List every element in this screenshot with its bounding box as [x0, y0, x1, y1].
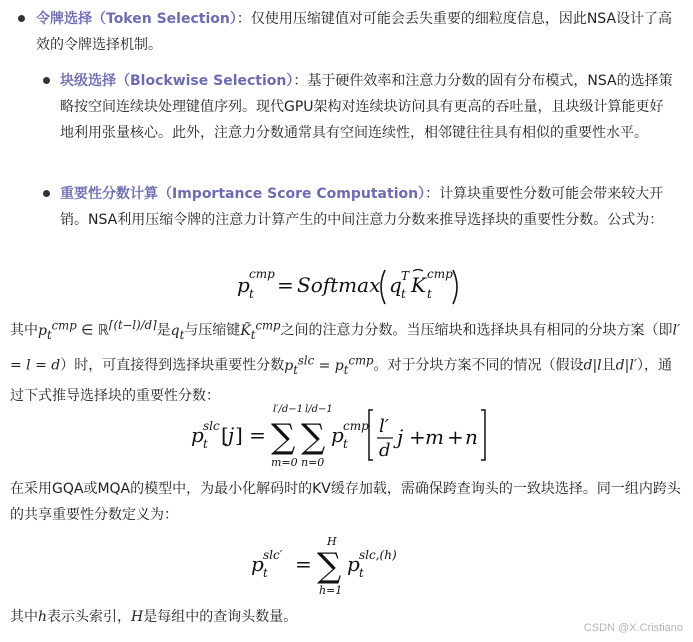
svg-text:j: j: [227, 423, 234, 447]
text-fragment: 其中: [10, 322, 38, 339]
token-selection-item: [36, 6, 676, 58]
svg-text:t: t: [248, 287, 254, 301]
svg-text:t: t: [342, 437, 348, 451]
math-p-cmp: $p_t^{cmp}$: [38, 318, 77, 342]
svg-text:slc: slc: [202, 419, 220, 433]
svg-text:=: =: [294, 552, 312, 576]
svg-text:∑: ∑: [316, 546, 341, 586]
svg-text:slc′: slc′: [262, 548, 282, 562]
importance-score-heading: 重要性分数计算（Importance Score Computation）: [60, 186, 426, 202]
svg-text:n: n: [464, 425, 478, 449]
math-H: H: [131, 609, 144, 625]
equation-cmp-score: [0, 262, 693, 306]
math-h: h: [38, 609, 48, 625]
svg-text:+: +: [446, 425, 464, 449]
math-d-div-lp: d|l′: [615, 358, 637, 375]
bullet-dot: [18, 15, 25, 22]
svg-text:d: d: [378, 440, 391, 461]
svg-text:Softmax: Softmax: [296, 273, 380, 297]
importance-score-item: [60, 181, 675, 233]
bullet-dot: [43, 77, 50, 84]
svg-text:m=0: m=0: [270, 456, 298, 469]
text-fragment: ）时，可直接得到选择块重要性分数: [60, 358, 285, 375]
svg-text:l′/d−1: l′/d−1: [272, 404, 303, 415]
svg-text:t: t: [262, 566, 268, 580]
blockwise-selection-heading: 块级选择（Blockwise Selection）: [60, 73, 294, 89]
gqa-text: 在采用GQA或MQA的模型中，为最小化解码时的KV缓存加载，需确保跨查询头的一致块选择。同一组内跨头的共享重要性分数定义为：: [10, 481, 681, 523]
svg-text:q: q: [388, 273, 402, 297]
svg-text:[: [: [220, 423, 229, 447]
svg-text:m: m: [424, 425, 444, 449]
svg-text:h=1: h=1: [318, 584, 342, 597]
svg-text:l/d−1: l/d−1: [304, 404, 333, 415]
svg-text:p: p: [346, 552, 360, 576]
svg-text:t: t: [358, 566, 364, 580]
svg-text:t: t: [202, 437, 208, 451]
svg-text:p: p: [190, 423, 204, 447]
text-fragment: 且: [601, 358, 616, 375]
svg-text:j: j: [396, 425, 403, 449]
token-selection-text: ：仅使用压缩键值对可能会丢失重要的细粒度信息，因此NSA设计了高效的令牌选择机制。: [36, 11, 673, 53]
importance-score-text: ：计算块重要性分数可能会带来较大开销。NSA利用压缩令牌的注意力计算产生的中间注意力分数来推导选择块的重要性分数。公式为：: [60, 186, 664, 228]
svg-text:p: p: [330, 423, 344, 447]
head-index-paragraph: [10, 604, 682, 630]
text-fragment: 。对于分块方案不同的情况（假设: [373, 358, 584, 375]
blockwise-selection-item: [60, 68, 675, 146]
bullet-dot: [43, 190, 50, 197]
math-k-cmp: $K̃_t^{cmp}$: [240, 318, 281, 342]
text-fragment: 与压缩键: [184, 322, 241, 339]
text-fragment: 其中: [10, 609, 38, 625]
text-fragment: 是: [156, 322, 171, 339]
math-q-t: $q_t$: [170, 322, 185, 342]
svg-text:∑: ∑: [270, 417, 295, 457]
svg-text:cmp: cmp: [342, 419, 369, 433]
svg-text:H: H: [326, 535, 337, 548]
svg-text:=: =: [276, 273, 294, 297]
math-l-eq-d: l′ = l = d: [10, 322, 681, 375]
svg-text:slc,(h): slc,(h): [358, 548, 397, 562]
equation-slc-score: [0, 400, 693, 470]
svg-text:] =: ] =: [234, 423, 266, 447]
svg-text:cmp: cmp: [248, 267, 275, 281]
svg-text:l′: l′: [378, 416, 389, 437]
gqa-paragraph: [10, 476, 682, 528]
svg-text:p: p: [236, 273, 250, 297]
svg-text:∑: ∑: [300, 417, 325, 457]
svg-text:+: +: [408, 425, 426, 449]
svg-text:T: T: [400, 269, 409, 283]
score-explanation-paragraph: 其中$p_t^{cmp}$ ∈ ℝ$^{⌈(t-l)/d⌉}$是$q_t$与压缩键$K̃_t^{cmp}$之间的注意力分数。当压缩块和选择块具有相同的分块方案（即l′ = l = d）时，可直接得到选择块重要性分数$p_t^{slc} = p_t^{cmp}$。对于分块方案不同的情况（假设d|l且d|l′），通过下式推导选择块的重要性分数：: [10, 318, 681, 404]
math-d-div-l: d|l: [583, 358, 602, 375]
token-selection-heading: 令牌选择（Token Selection）: [36, 11, 237, 27]
svg-text:n=0: n=0: [300, 456, 324, 469]
math-slc-eq-cmp: $p_t^{slc} = p_t^{cmp}$: [284, 353, 374, 377]
text-fragment: ），通过下式推导选择块的重要性分数：: [10, 358, 672, 404]
svg-text:t: t: [400, 287, 406, 301]
text-fragment: 之间的注意力分数。当压缩块和选择块具有相同的分块方案（即: [280, 322, 673, 339]
svg-text:p: p: [250, 552, 264, 576]
watermark: CSDN @X.Cristiano: [583, 622, 683, 634]
blockwise-selection-text: ：基于硬件效率和注意力分数的固有分布模式，NSA的选择策略按空间连续块处理键值序列。现代GPU架构对连续块访问具有更高的吞吐量，且块级计算能更好地利用张量核心。此外，注意力分数通常具有空间连续性，相邻键往往具有相似的重要性水平。: [60, 73, 673, 141]
text-fragment: 是每组中的查询头数量。: [143, 609, 298, 625]
svg-text:t: t: [426, 287, 432, 301]
svg-text:cmp: cmp: [426, 267, 453, 281]
equation-shared-score: [0, 533, 693, 597]
svg-text:K: K: [410, 273, 426, 297]
text-fragment: 表示头索引，: [47, 609, 132, 625]
